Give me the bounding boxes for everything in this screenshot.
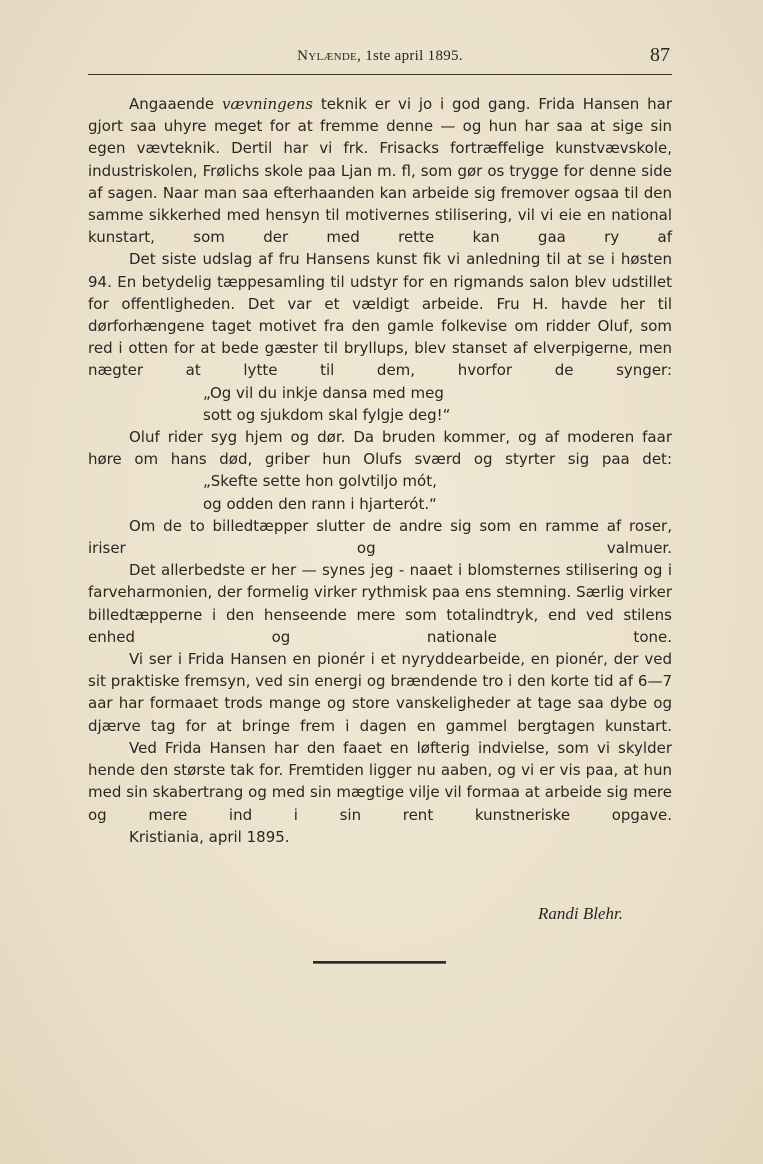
end-rule-divider <box>313 961 446 964</box>
italic-word: vævningens <box>221 95 313 113</box>
verse-line: „Og vil du inkje dansa med meg <box>203 383 444 402</box>
article-body <box>88 93 672 848</box>
paragraph-1-rest: teknik er vi jo i god gang. Frida Hansen har gjort saa uhyre meget for at fremme denne — og hun har saa at sige sin egen vævteknik. Dertil har vi frk. Frisacks fortræffelige kunstvævskole, industriskolen, Frølichs skole paa Ljan m. fl, som gør os trygge for denne side af sagen. Naar man saa efterhaanden kan arbeide sig fremover ogsaa til den samme sikkerhed med hensyn til motivernes stilisering, vil vi eie en national kunstart, som der med rette kan gaa ry af <box>88 95 672 247</box>
paragraph-1-start: Angaaende <box>129 95 222 113</box>
author-signature: Randi Blehr. <box>538 904 623 923</box>
verse-line: og odden den rann i hjarterót.“ <box>203 494 437 513</box>
paragraph-5: Det allerbedste er her — synes jeg - naaet i blomsternes stilisering og i farveharmonien, der formelig virker rythmisk paa ens stemning. Særlig virker billedtæpperne i den henseende mere som totalindtryk, end ved stilens enhed og nationale tone. <box>88 561 672 646</box>
running-title <box>88 48 672 65</box>
paragraph-4: Om de to billedtæpper slutter de andre sig som en ramme af roser, iriser og valmuer. <box>88 516 672 558</box>
paragraph-2: Det siste udslag af fru Hansens kunst fik vi anledning til at se i høsten 94. En betydelig tæppesamling til udstyr for en rigmands salon blev udstillet for offentligheden. Det var et vældigt arbeide. Fru H. havde her til dørforhængene taget motivet fra den gamle folkevise om ridder Oluf, som red i otten for at bede gæster til bryllups, blev stanset af elverpigerne, men nægter at lytte til dem, hvorfor de synger: <box>88 250 672 380</box>
paragraph-7: Ved Frida Hansen har den faaet en løfterig indvielse, som vi skylder hende den største tak for. Fremtiden ligger nu aaben, og vi er vis paa, at hun med sin skabertrang og med sin mægtige vilje vil formaa at arbeide sig mere og mere ind i sin rent kunstneriske opgave. <box>88 738 672 824</box>
paragraph-1 <box>88 93 672 248</box>
verse-quote-2 <box>88 470 672 514</box>
paragraph-3: Oluf rider syg hjem og dør. Da bruden kommer, og af moderen faar høre om hans død, griber hun Olufs sværd og styrter sig paa det: <box>88 428 672 469</box>
page-header <box>88 46 672 75</box>
verse-line: sott og sjukdom skal fylgje deg!“ <box>203 405 451 424</box>
verse-quote-1 <box>88 382 672 426</box>
page-number: 87 <box>650 44 670 66</box>
paragraph-6: Vi ser i Frida Hansen en pionér i et nyryddearbeide, en pionér, der ved sit praktiske fremsyn, ved sin energi og brændende tro i den korte tid af 6—7 aar har formaaet trods mange og store vanskeligheder at tage saa dybe og djærve tag for at bringe frem i dagen en gammel bergtagen kunstart. <box>88 650 672 735</box>
journal-name: Nylænde, <box>297 48 362 64</box>
verse-line: „Skefte sette hon golvtiljo mót, <box>203 472 437 491</box>
place-and-date: Kristiania, april 1895. <box>129 827 290 846</box>
issue-date: 1ste april 1895. <box>365 48 463 64</box>
